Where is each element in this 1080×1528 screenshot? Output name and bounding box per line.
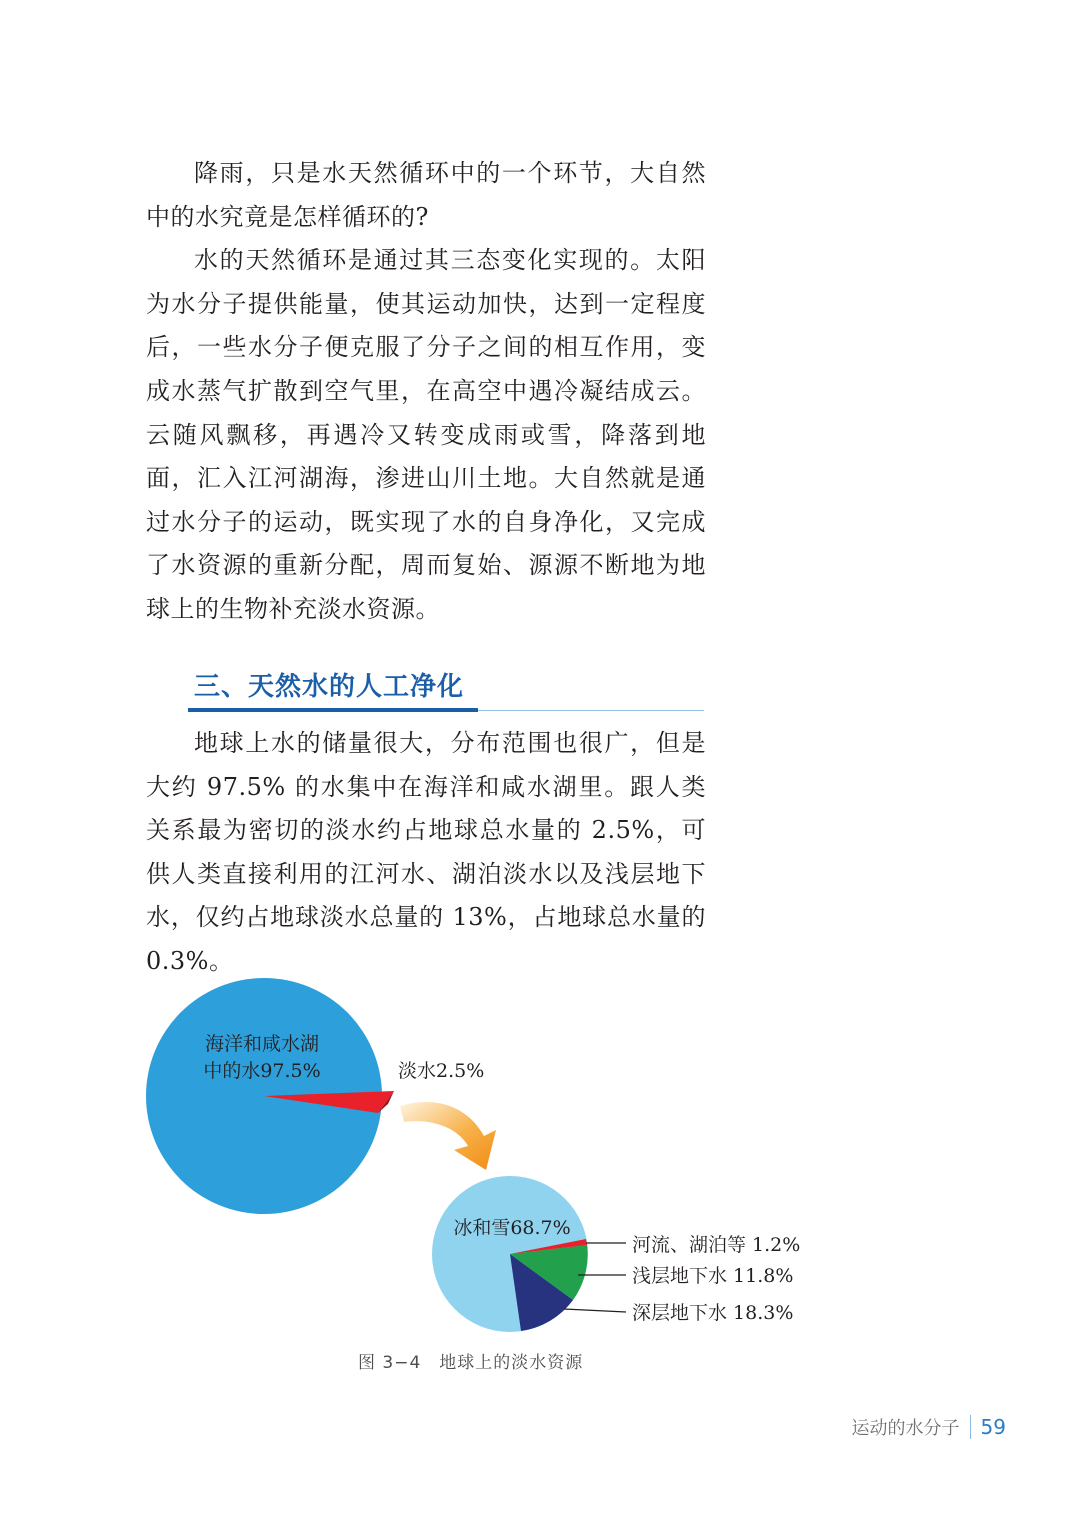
page-footer: [852, 1414, 1006, 1440]
section-title: 三、天然水的人工净化: [194, 672, 465, 702]
paragraph: 地球上水的储量很大，分布范围也很广，但是大约 97.5% 的水集中在海洋和咸水湖里。跟人类关系最为密切的淡水约占地球总水量的 2.5%，可供人类直接利用的江河水、湖泊淡水以及浅层地下水，仅约占地球淡水总量的 13%，占地球总水量的 0.3%。: [146, 729, 706, 975]
small-pie: [432, 1176, 800, 1332]
leader-line-deep: [564, 1309, 626, 1312]
arrow-icon: [400, 1102, 496, 1170]
footer-divider: [970, 1415, 971, 1439]
figure-caption: 图 3−4 地球上的淡水资源: [358, 1353, 584, 1373]
paragraph: 水的天然循环是通过其三态变化实现的。太阳为水分子提供能量，使其运动加快，达到一定程度后，一些水分子便克服了分子之间的相互作用，变成水蒸气扩散到空气里，在高空中遇冷凝结成云。云随风飘移，再遇冷又转变成雨或雪，降落到地面，汇入江河湖海，渗进山川土地。大自然就是通过水分子的运动，既实现了水的自身净化，又完成了水资源的重新分配，周而复始、源源不断地为地球上的生物补充淡水资源。: [146, 246, 706, 623]
page-number: 59: [980, 1415, 1006, 1439]
big-pie-label-line2: 中的水97.5%: [203, 1060, 321, 1082]
chapter-title: 运动的水分子: [851, 1418, 960, 1439]
big-pie: [146, 978, 484, 1214]
paragraph: 降雨，只是水天然循环中的一个环节，大自然中的水究竟是怎样循环的?: [146, 159, 706, 231]
ice-snow-label: 冰和雪68.7%: [453, 1217, 571, 1239]
deep-groundwater-label: 深层地下水 18.3%: [632, 1302, 794, 1324]
shallow-groundwater-label: 浅层地下水 11.8%: [632, 1265, 794, 1287]
rivers-lakes-label: 河流、湖泊等 1.2%: [632, 1234, 801, 1256]
fresh-water-label: 淡水2.5%: [398, 1060, 485, 1082]
big-pie-label-line1: 海洋和咸水湖: [204, 1033, 320, 1055]
